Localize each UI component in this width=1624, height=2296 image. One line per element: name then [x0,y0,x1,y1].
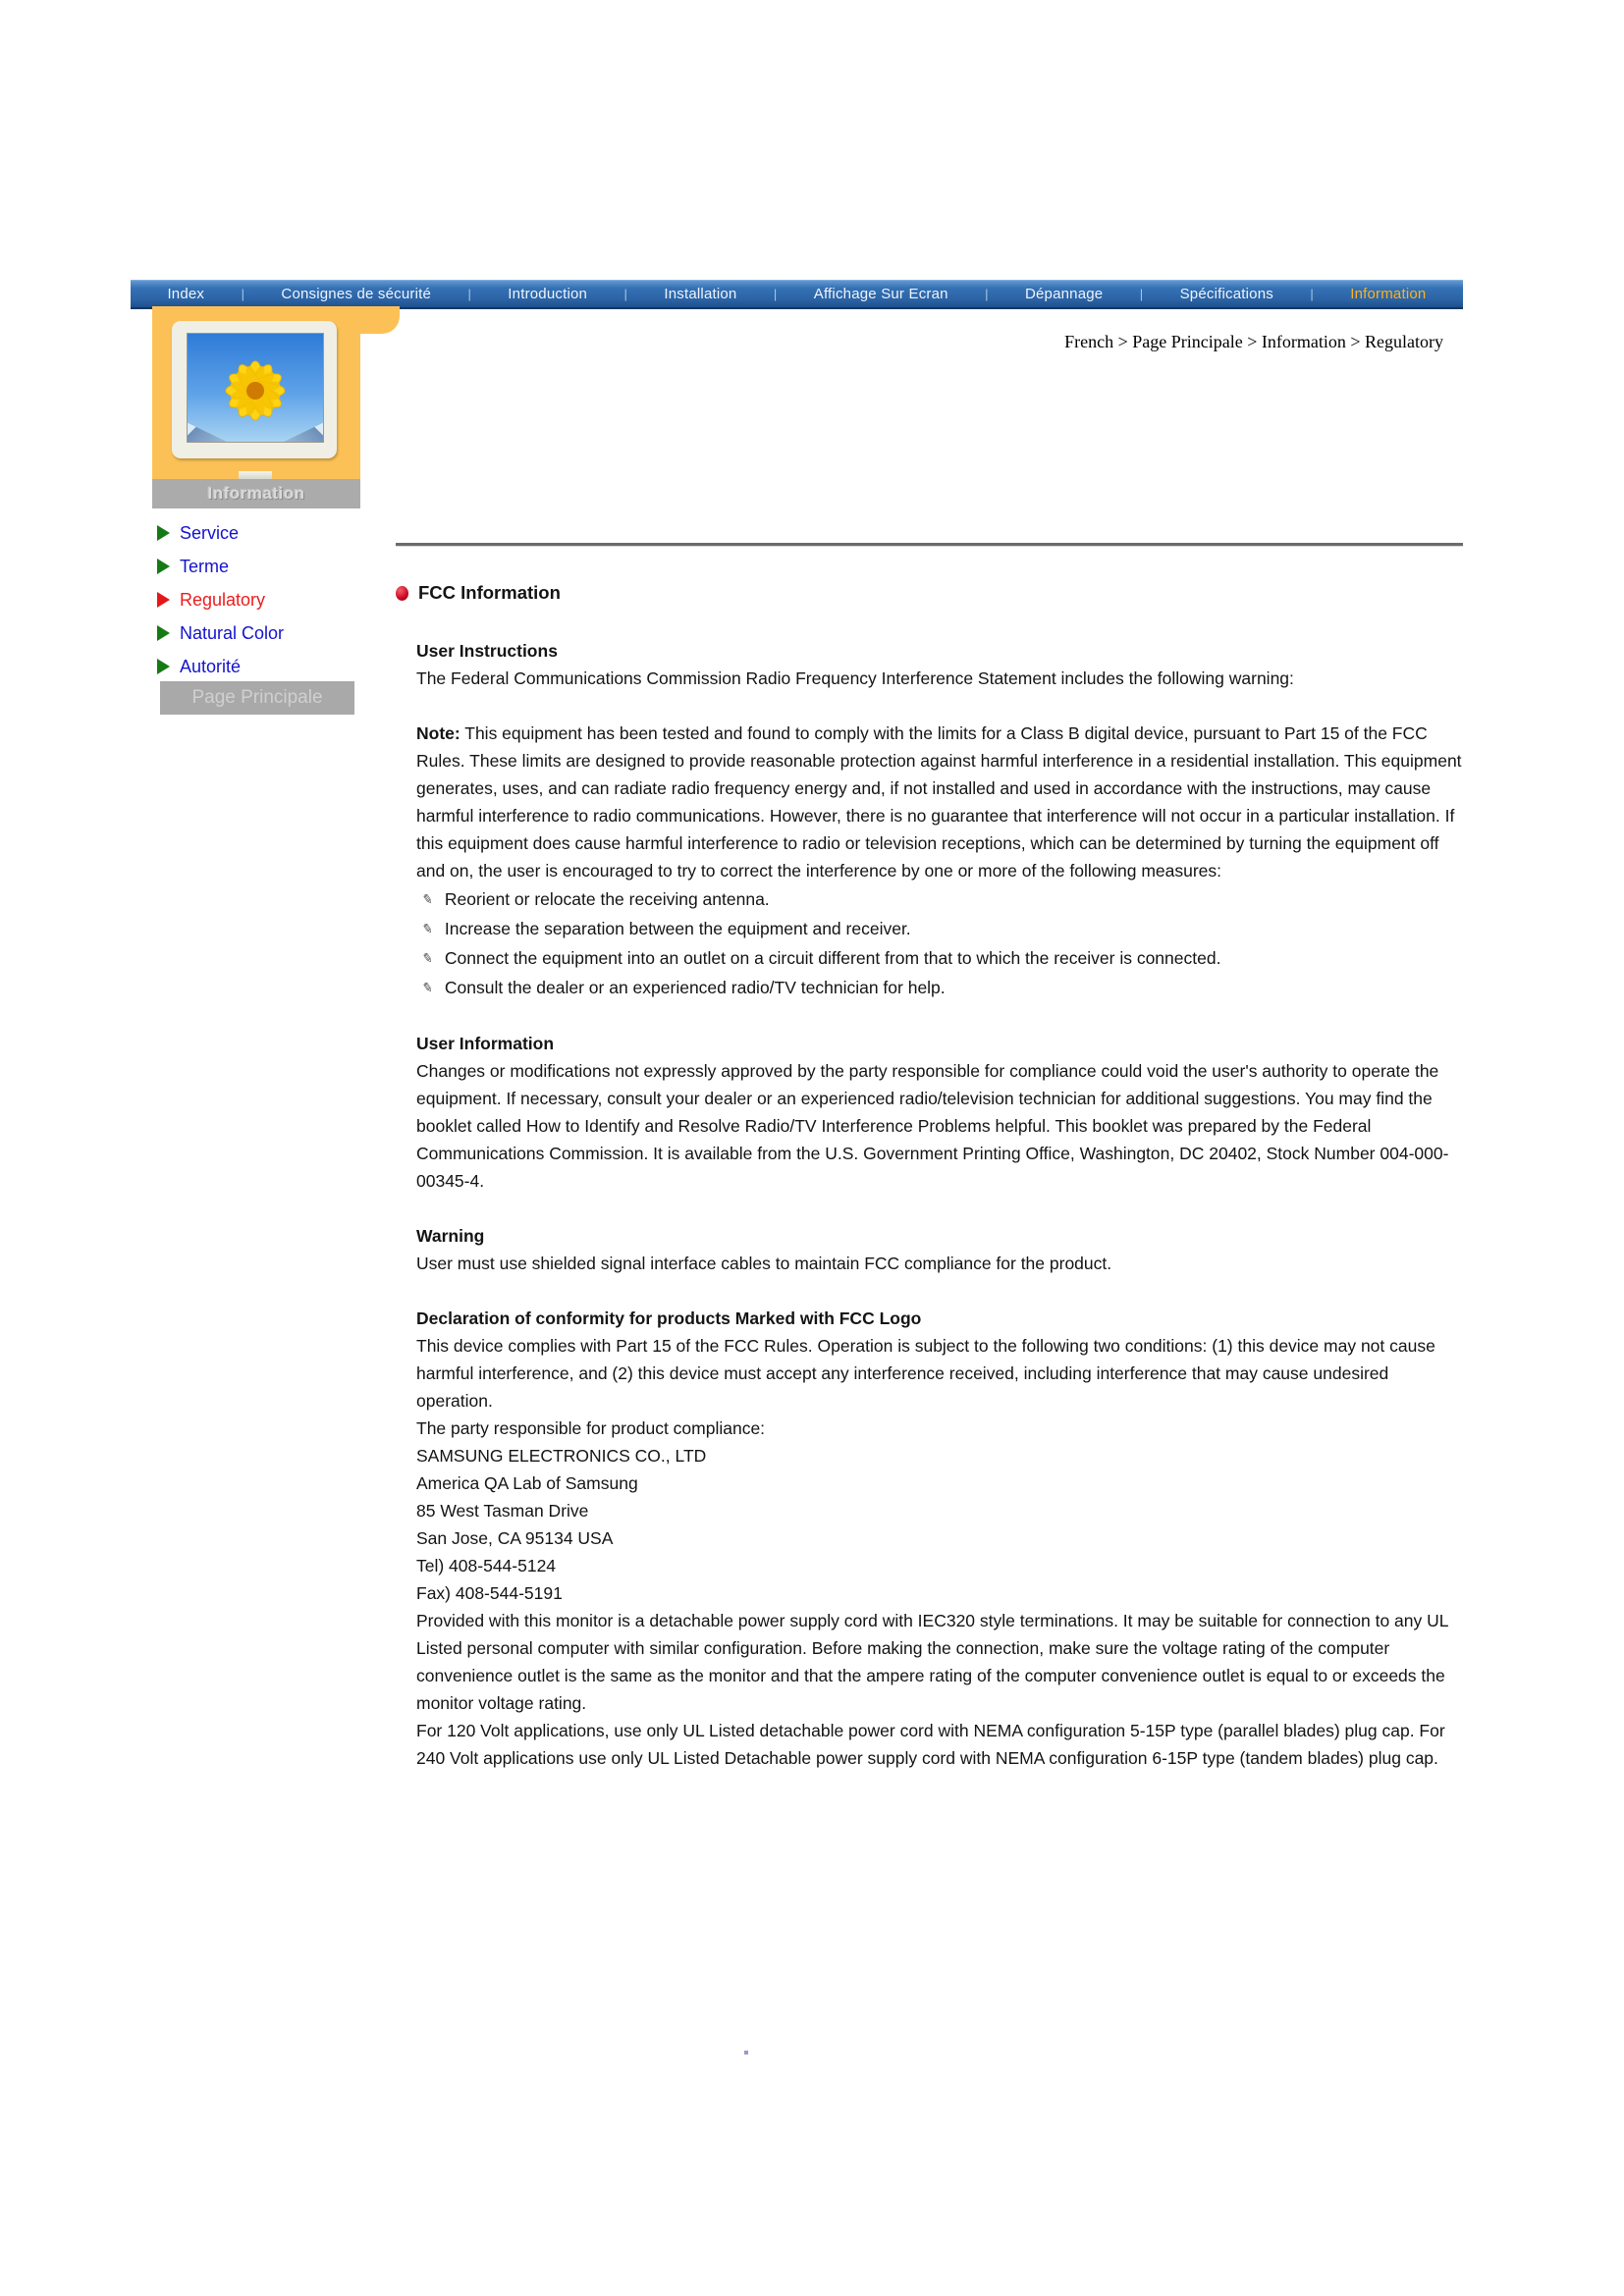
measures-list [416,884,1463,1002]
lab-name: America QA Lab of Samsung [416,1473,638,1493]
sidebar-item-terme[interactable] [157,550,373,583]
nav-separator: | [241,287,244,301]
warning-text: User must use shielded signal interface cables to maintain FCC compliance for the product. [416,1254,1112,1273]
cord-info-text: Provided with this monitor is a detachable power supply cord with IEC320 style terminations. It may be suitable for connection to any UL Listed personal computer with similar configuration. Before making the connection, make sure the voltage rating of the computer convenience outlet is the same as the monitor and that the ampere rating of the computer convenience outlet is equal to or exceeds the monitor voltage rating. [416,1611,1448,1713]
page-title: FCC Information [418,582,561,603]
section-title-warning: Warning [416,1226,485,1246]
sidebar-panel [152,306,360,479]
sidebar-item-autorite[interactable] [157,650,373,683]
list-item [416,943,1463,973]
sidebar-item-label: Autorité [180,656,242,676]
nav-item-depannage[interactable]: Dépannage [1024,286,1104,302]
sidebar-item-natural-color[interactable] [157,616,373,650]
nav-item-consignes[interactable]: Consignes de sécurité [281,286,432,302]
note-paragraph [416,720,1463,884]
nav-separator: | [985,287,989,301]
monitor-screen [187,333,324,443]
nav-item-index[interactable]: Index [167,286,205,302]
horizontal-rule [396,543,1463,547]
arrow-icon [157,659,170,674]
home-page-button[interactable] [160,681,354,715]
volt-info-text: For 120 Volt applications, use only UL Listed detachable power cord with NEMA configuration 5-15P type (parallel blades) plug cap. For 240 Volt applications use only UL Listed Detachable power supply cord with NEMA configuration 6-15P type (tandem blades) plug cap. [416,1721,1445,1768]
address-line: 85 West Tasman Drive [416,1501,589,1521]
sidebar-caption [152,479,360,508]
list-item [416,914,1463,943]
note-label: Note: [416,723,460,743]
top-navbar [131,280,1463,309]
nav-item-installation[interactable]: Installation [664,286,737,302]
arrow-icon [157,525,170,541]
sidebar-item-label: Regulatory [180,589,266,610]
sidebar-item-label: Service [180,522,240,543]
user-information-text: Changes or modifications not expressly approved by the party responsible for compliance could void the user's authority to operate the equipment. If necessary, consult your dealer or an experienced radio/television technician for additional suggestions. You may find the booklet called How to Identify and Resolve Radio/TV Interference Problems helpful. This booklet was prepared by the Federal Communications Commission. It is available from the U.S. Government Printing Office, Washington, DC 20402, Stock Number 004-000-00345-4. [416,1061,1449,1191]
nav-separator: | [773,287,778,301]
measure-text: Increase the separation between the equipment and receiver. [444,919,911,938]
section-title-declaration: Declaration of conformity for products Marked with FCC Logo [416,1308,922,1328]
sidebar-item-label: Terme [180,556,230,576]
pencil-icon: ✎ [420,890,435,908]
note-text: This equipment has been tested and found to comply with the limits for a Class B digital device, pursuant to Part 15 of the FCC Rules. These limits are designed to provide reasonable protection against harmful interference in a residential installation. This equipment generates, uses, and can radiate radio frequency energy and, if not installed and used in accordance with the instructions, may cause harmful interference to radio communications. However, there is no guarantee that interference will not occur in a particular installation. If this equipment does cause harmful interference to radio or television receptions, which can be determined by turning the equipment off and on, the user is encouraged to try to correct the interference by one or more of the following measures: [416,723,1462,881]
flower-icon [211,340,299,438]
anchor-dot [744,2051,748,2055]
fcc-information-heading [396,582,1463,604]
pencil-icon: ✎ [420,949,435,967]
arrow-icon [157,559,170,574]
nav-separator: | [1139,287,1144,301]
fax-line: Fax) 408-544-5191 [416,1583,563,1603]
pencil-icon: ✎ [420,979,435,996]
monitor-image [172,321,337,458]
list-item [416,973,1463,1002]
sidebar-item-service[interactable] [157,516,373,550]
home-page-button-label: Page Principale [191,687,323,708]
content-body [396,637,1463,1772]
arrow-icon [157,592,170,608]
red-bullet-icon [396,586,408,601]
nav-item-affichage[interactable]: Affichage Sur Ecran [813,286,948,302]
sidebar-menu [157,516,373,683]
main-content [396,543,1463,1772]
party-line: The party responsible for product compliance: [416,1418,766,1438]
nav-separator: | [623,287,627,301]
nav-item-information[interactable]: Information [1350,286,1427,302]
address-line: San Jose, CA 95134 USA [416,1528,614,1548]
list-item [416,884,1463,914]
nav-separator: | [1310,287,1314,301]
measure-text: Connect the equipment into an outlet on a circuit different from that to which the receiver is connected. [444,948,1221,968]
nav-item-specifications[interactable]: Spécifications [1179,286,1273,302]
company-name: SAMSUNG ELECTRONICS CO., LTD [416,1446,707,1466]
section-title-user-instructions: User Instructions [416,641,558,661]
breadcrumb[interactable]: French > Page Principale > Information > Regulatory [1064,332,1443,351]
arrow-icon [157,625,170,641]
sidebar-item-label: Natural Color [180,622,285,643]
sidebar-item-regulatory[interactable] [157,583,373,616]
measure-text: Reorient or relocate the receiving antenna. [444,889,770,909]
measure-text: Consult the dealer or an experienced radio/TV technician for help. [444,978,946,997]
nav-separator: | [467,287,471,301]
user-instructions-text: The Federal Communications Commission Radio Frequency Interference Statement includes the following warning: [416,668,1294,688]
sidebar-caption-label: Information [207,484,305,503]
declaration-text: This device complies with Part 15 of the FCC Rules. Operation is subject to the following two conditions: (1) this device may not cause harmful interference, and (2) this device must accept any interference received, including interference that may cause undesired operation. [416,1336,1435,1411]
phone-line: Tel) 408-544-5124 [416,1556,557,1575]
pencil-icon: ✎ [420,920,435,937]
nav-item-introduction[interactable]: Introduction [508,286,588,302]
section-title-user-information: User Information [416,1034,555,1053]
